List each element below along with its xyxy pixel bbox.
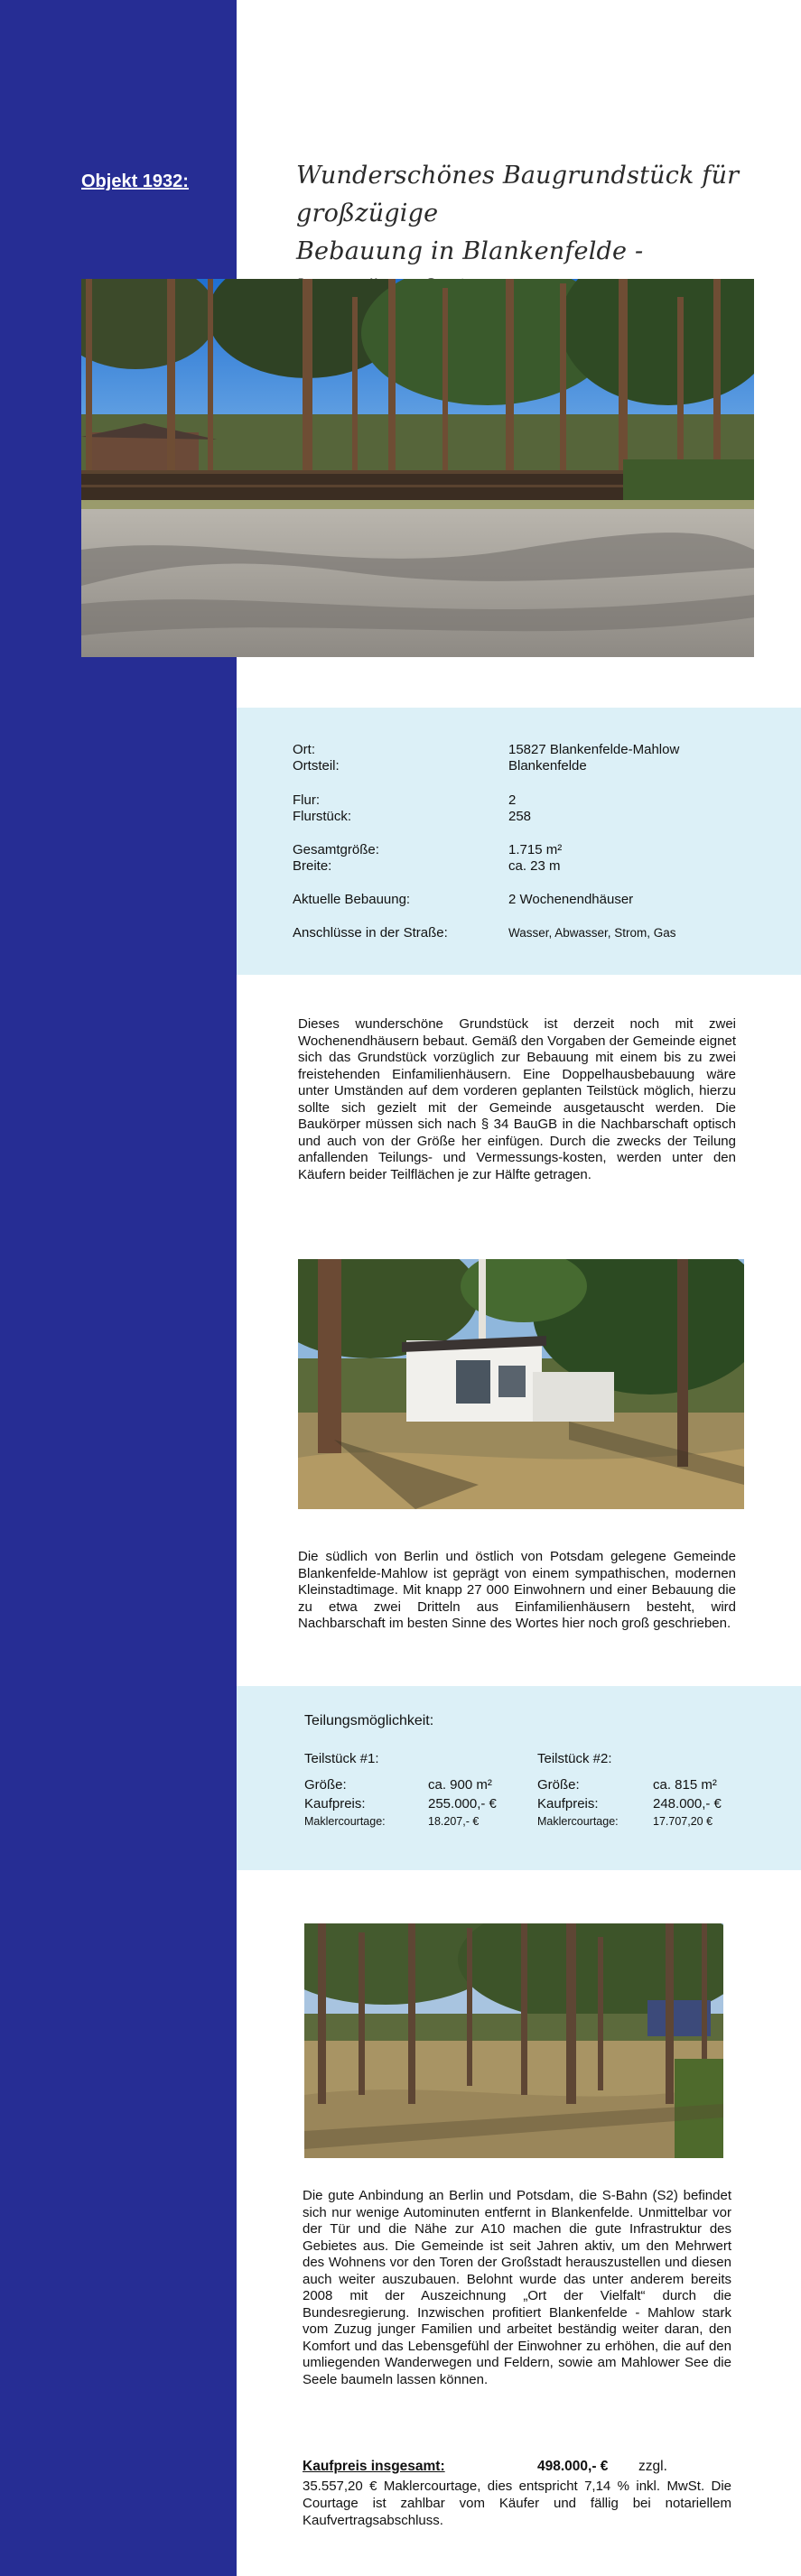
fact-value-flur: 2	[508, 792, 517, 808]
parcel-2-price: 248.000,- €	[653, 1796, 722, 1812]
fact-label-bebauung: Aktuelle Bebauung:	[293, 892, 411, 907]
parcel-2-name: Teilstück #2:	[537, 1751, 612, 1766]
title-line-1: Wunderschönes Baugrundstück für großzügige	[296, 162, 740, 227]
parcel-2-size: ca. 815 m²	[653, 1777, 717, 1793]
fact-value-bebauung: 2 Wochenendhäuser	[508, 892, 634, 907]
parcel-2	[537, 1751, 763, 1834]
description-paragraph-3: Die gute Anbindung an Berlin und Potsdam, die S-Bahn (S2) befindet sich nur wenige Autominuten entfernt in Blankenfelde. Unmittelbar vor der Tür und die Nähe zur A10 machen die gute Infrastruktur des Gebietes aus. Die Gemeinde ist seit Jahren aktiv, um den Mehrwert des Wohnens vor den Toren der Großstadt herauszustellen und diesen auch weiter auszubauen. Belohnt wurde das unter anderem bereits 2008 mit der Auszeichnung „Ort der Vielfalt“ durch die Bundesregierung. Inzwischen profitiert Blankenfelde - Mahlow stark vom Zuzug junger Familien und arbeitet beständig weiter daran, den Komfort und das Lebensgefühl der Einwohner zu erhöhen, die auf den umliegenden Wanderwegen und Feldern, sowie am Mahlower See die Seele baumeln lassen können.	[303, 2188, 731, 2387]
parcel-1-price-label: Kaufpreis:	[304, 1796, 366, 1812]
object-number-label: Objekt 1932:	[81, 171, 189, 191]
commission-note: 35.557,20 € Maklercourtage, dies entspricht 7,14 % inkl. MwSt. Die Courtage ist zahlbar vom Käufer und fällig bei notariellem Kaufvertragsabschluss.	[303, 2479, 731, 2528]
fact-label-flur: Flur:	[293, 792, 320, 808]
total-price-amount: 498.000,- €	[537, 2459, 609, 2474]
parcel-1-name: Teilstück #1:	[304, 1751, 379, 1766]
parcel-2-size-label: Größe:	[537, 1777, 580, 1793]
fact-value-anschluesse: Wasser, Abwasser, Strom, Gas	[508, 926, 676, 940]
split-options-panel	[237, 1686, 801, 1870]
fact-label-flurstueck: Flurstück:	[293, 809, 352, 824]
parcel-1-price: 255.000,- €	[428, 1796, 497, 1812]
fact-label-anschluesse: Anschlüsse in der Straße:	[293, 925, 448, 941]
description-paragraph-1: Dieses wunderschöne Grundstück ist derzeit noch mit zwei Wochenendhäusern bebaut. Gemäß den Vorgaben der Gemeinde eignet sich das Grundstück vorzüglich zur Bebauung mit einem bis zu zwei freistehenden Einfamilienhäusern. Eine Doppelhausbebauung wäre unter Umständen auf dem vorderen geplanten Teilstück möglich, hierzu sollte sich gezielt mit der Gemeinde ausgetauscht werden. Die Baukörper müssen sich nach § 34 BauGB in die Nachbarschaft optisch und auch von der Größe her einfügen. Durch die zwecks der Teilung anfallenden Teilungs- und Vermessungs-kosten, werden unter den Käufern beider Teilflächen je zur Hälfte getragen.	[298, 1016, 736, 1182]
fact-value-flurstueck: 258	[508, 809, 532, 824]
parcel-1-fee: 18.207,- €	[428, 1815, 480, 1828]
fact-label-ortsteil: Ortsteil:	[293, 758, 340, 774]
property-facts-panel	[237, 708, 801, 975]
title-line-2: Bebauung in Blankenfelde -	[296, 237, 644, 265]
parcel-2-price-label: Kaufpreis:	[537, 1796, 599, 1812]
total-price-label: Kaufpreis insgesamt:	[303, 2459, 445, 2474]
fact-value-ort: 15827 Blankenfelde-Mahlow	[508, 742, 680, 757]
split-heading: Teilungsmöglichkeit:	[304, 1713, 434, 1728]
fact-value-ortsteil: Blankenfelde	[508, 758, 587, 774]
total-price-suffix: zzgl.	[638, 2459, 667, 2474]
weekend-house-photo	[298, 1259, 744, 1509]
parcel-2-fee: 17.707,20 €	[653, 1815, 713, 1828]
fact-value-breite: ca. 23 m	[508, 858, 561, 874]
total-price-line	[303, 2459, 731, 2477]
parcel-1	[304, 1751, 530, 1834]
fact-label-ort: Ort:	[293, 742, 315, 757]
description-paragraph-2: Die südlich von Berlin und östlich von Potsdam gelegene Gemeinde Blankenfelde-Mahlow ist geprägt von einem sympathischen, modernen Kleinstadtimage. Mit knapp 27 000 Einwohnern und einer Bebauung die zu etwa zwei Dritteln aus Einfamilienhäusern besteht, wird Nachbarschaft im besten Sinne des Wortes hier noch groß geschrieben.	[298, 1549, 736, 1631]
parcel-1-size: ca. 900 m²	[428, 1777, 492, 1793]
fact-value-gesamtgroesse: 1.715 m²	[508, 842, 563, 857]
parcel-1-size-label: Größe:	[304, 1777, 347, 1793]
street-view-photo	[81, 279, 754, 657]
parcel-1-fee-label: Maklercourtage:	[304, 1815, 386, 1828]
plot-photo	[304, 1923, 723, 2158]
parcel-2-fee-label: Maklercourtage:	[537, 1815, 619, 1828]
fact-label-gesamtgroesse: Gesamtgröße:	[293, 842, 379, 857]
fact-label-breite: Breite:	[293, 858, 332, 874]
